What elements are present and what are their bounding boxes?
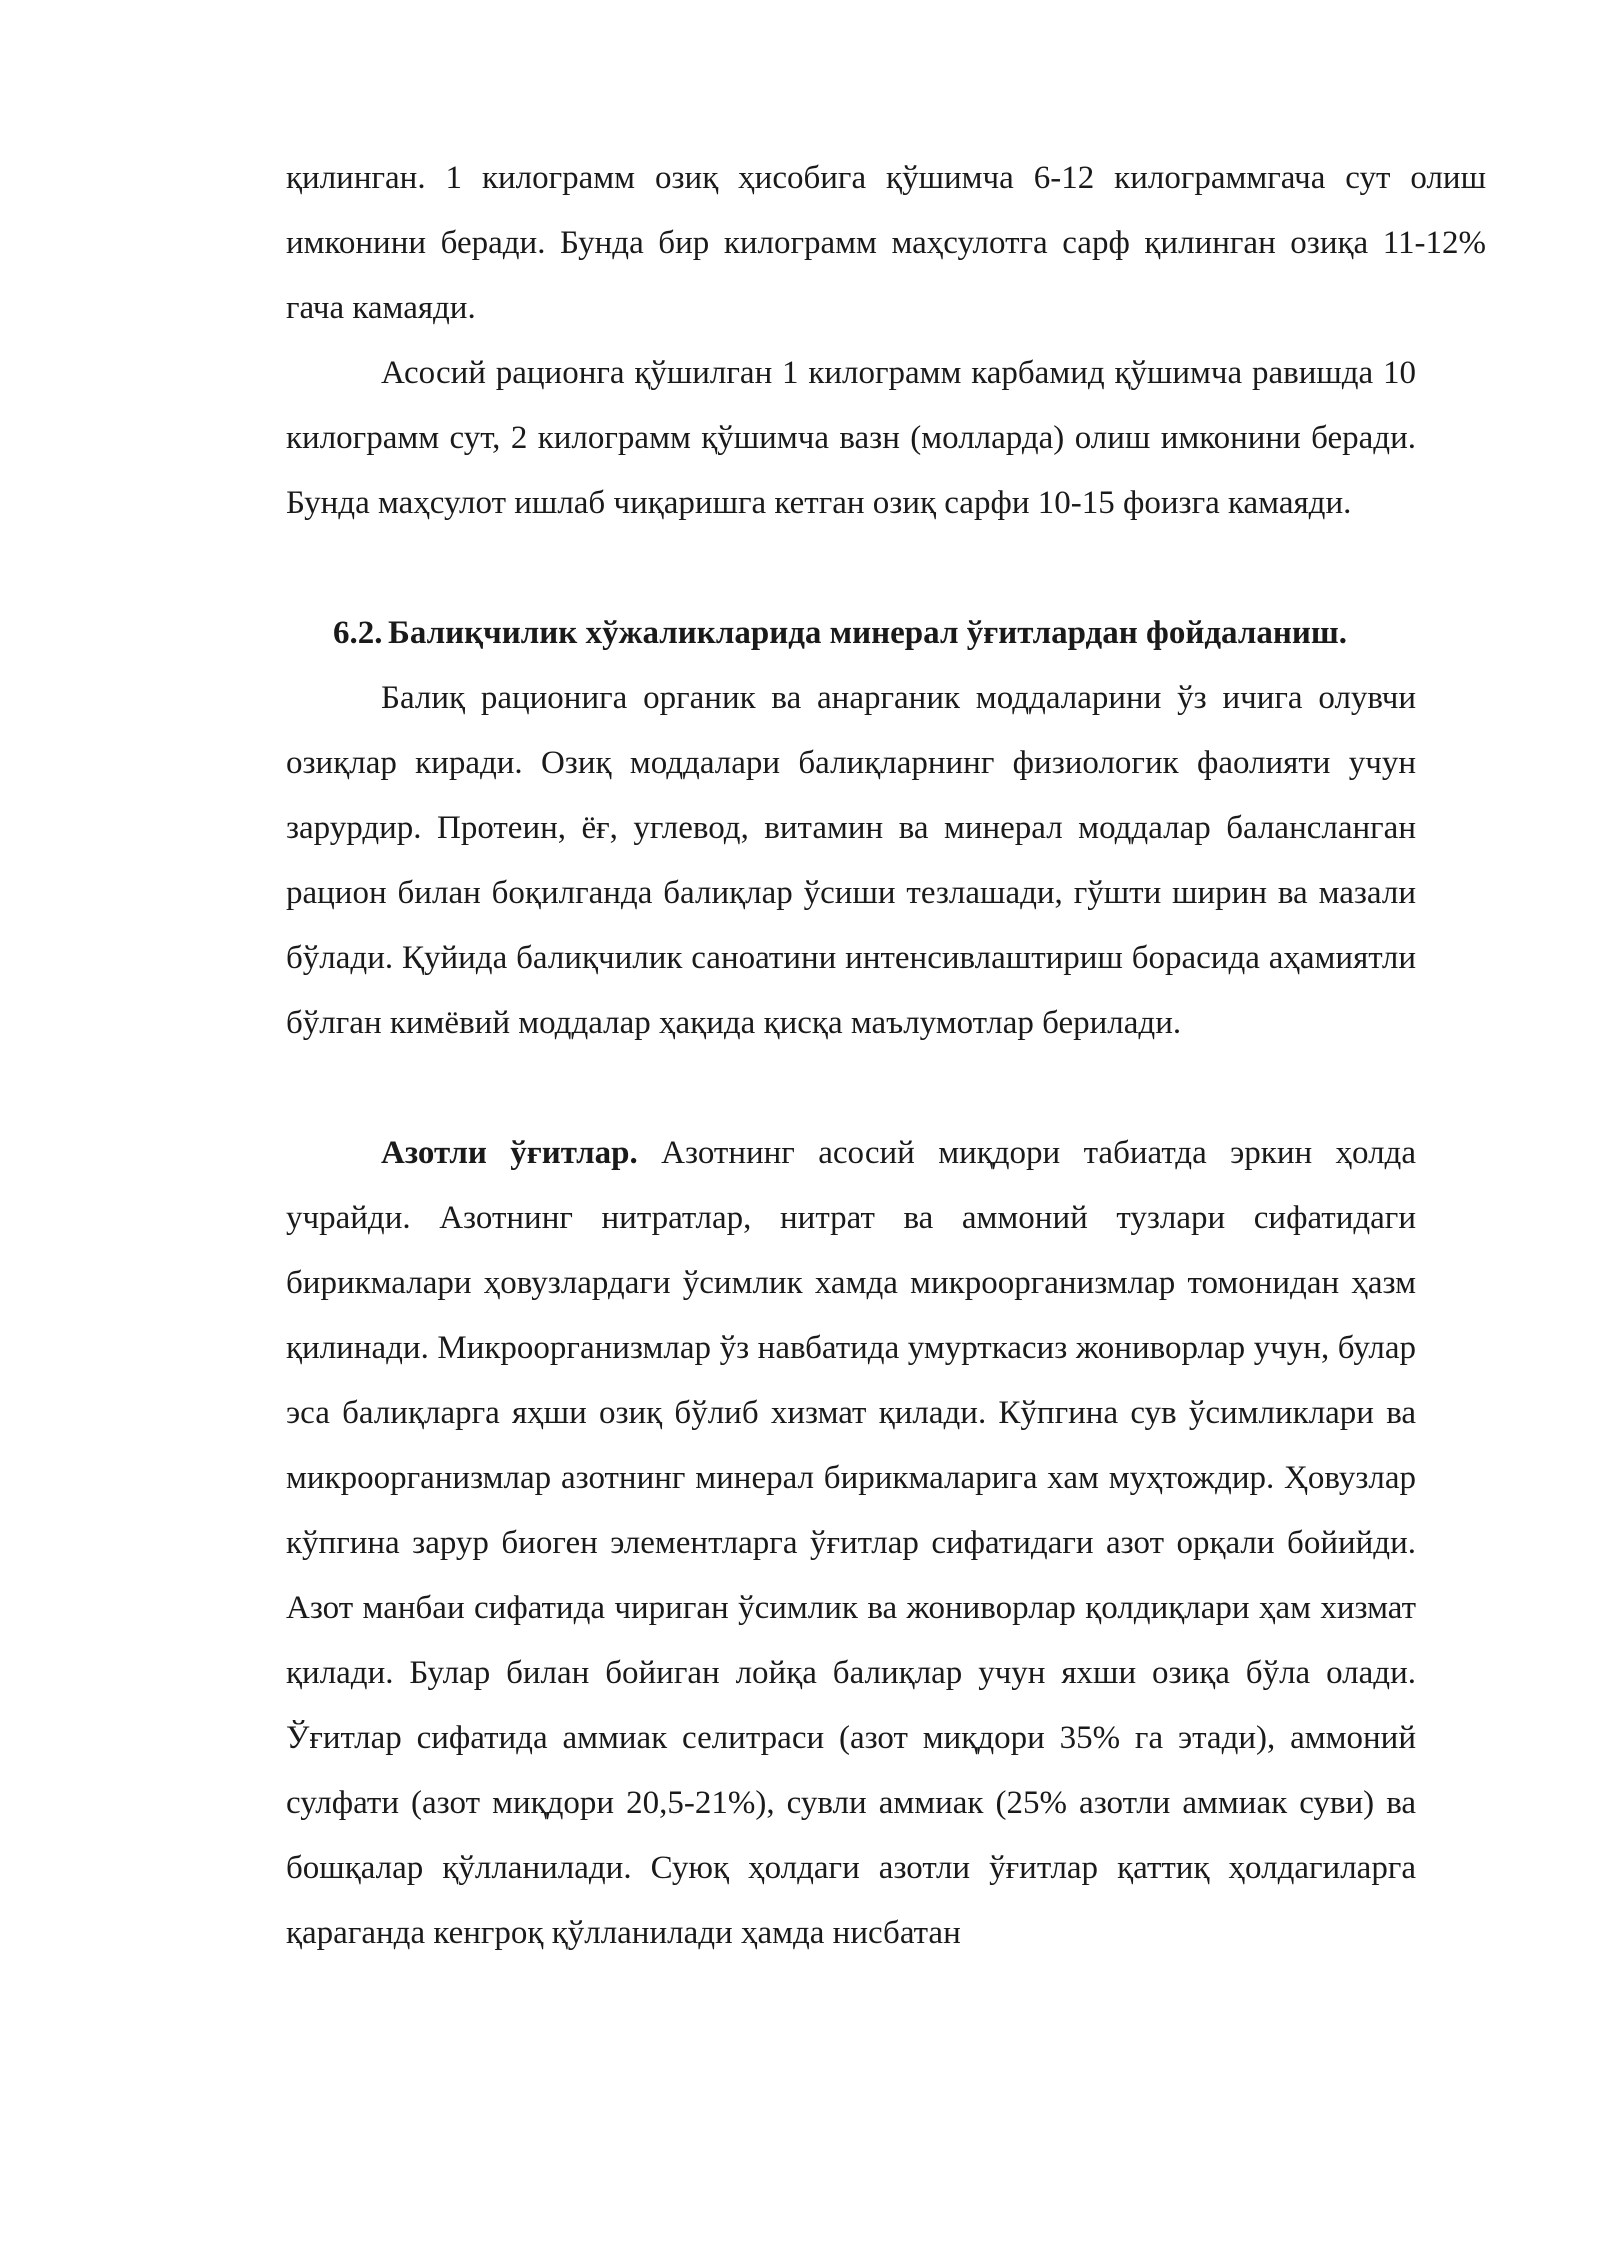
paragraph-body: Азотнинг асосий миқдори табиатда эркин ҳолда учрайди. Азотнинг нитратлар, нитрат ва аммоний тузлари сифатидаги бирикмалари ҳовузлардаги ўсимлик хамда микроорганизмлар томонидан ҳазм қилинади. Микроорганизмлар ўз навбатида умурткасиз жониворлар учун, булар эса балиқларга яҳши озиқ бўлиб хизмат қилади. Кўпгина сув ўсимликлари ва микроорганизмлар азотнинг минерал бирикмаларига хам муҳтождир. Ҳовузлар кўпгина зарур биоген элементларга ўғитлар сифатидаги азот орқали бойийди. Азот манбаи сифатида чириган ўсимлик ва жониворлар қолдиқлари ҳам хизмат қилади. Булар билан бойиган лойқа балиқлар учун яхши озиқа бўла олади. Ўғитлар сифатида аммиак селитраси (азот миқдори 35% га этади), аммоний сулфати (азот миқдори 20,5-21%), сувли аммиак (25% азотли аммиак суви) ва бошқалар қўлланилади. Суюқ ҳолдаги азотли ўғитлар қаттиқ ҳолдагиларга қараганда кенгроқ қўлланилади ҳамда нисбатан (286, 1135, 1416, 1951)
paragraph-intro: қилинган. 1 килограмм озиқ ҳисобига қўшимча 6-12 килограммгача сут олиш имконини беради. Бунда бир килограмм маҳсулотга сарф қилинган озиқа 11-12% гача камаяди. (286, 160, 1486, 326)
section-number: 6.2. (333, 615, 383, 651)
section-title: Балиқчилик хўжаликларида минерал ўғитлардан фойдаланиш. (388, 615, 1347, 651)
paragraph-carbamide: Асосий рационга қўшилган 1 килограмм карбамид қўшимча равишда 10 килограмм сут, 2 килограмм қўшимча вазн (молларда) олиш имконини беради. Бунда маҳсулот ишлаб чиқаришга кетган озиқ сарфи 10-15 фоизга камаяди. (286, 355, 1416, 521)
paragraph-lead-term: Азотли ўғитлар. (381, 1135, 638, 1171)
paragraph-fish-diet: Балиқ рационига органик ва анарганик моддаларини ўз ичига олувчи озиқлар киради. Озиқ моддалари балиқларнинг физиологик фаолияти учун зарурдир. Протеин, ёғ, углевод, витамин ва минерал моддалар балансланган рацион билан боқилганда балиқлар ўсиши тезлашади, гўшти ширин ва мазали бўлади. Қуйида балиқчилик саноатини интенсивлаштириш борасида аҳамиятли бўлган кимёвий моддалар ҳақида қисқа маълумотлар берилади. (286, 680, 1416, 1041)
paragraph-nitrogen-fertilizers (286, 1121, 1416, 1966)
section-heading (333, 601, 1347, 666)
